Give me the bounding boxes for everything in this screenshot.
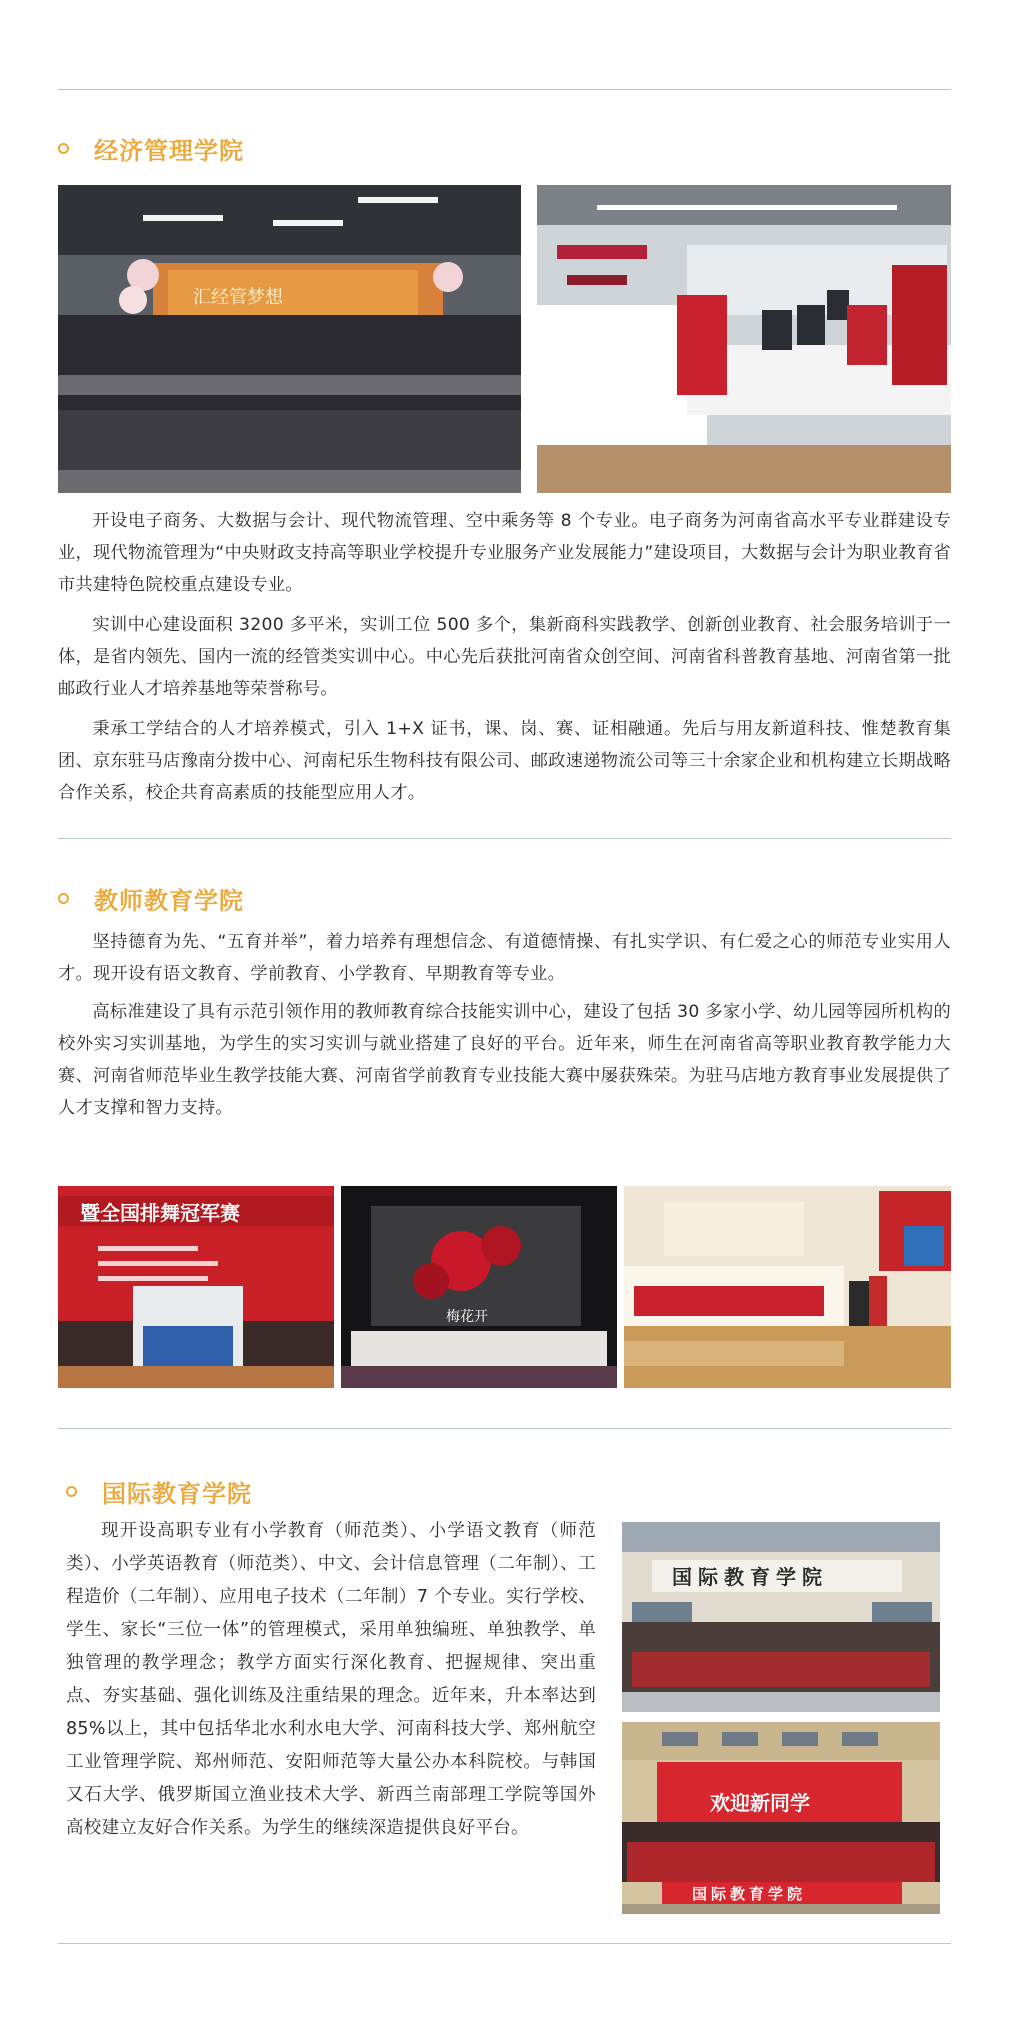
- photo-group-event: [58, 185, 521, 493]
- photo-dance-competition: [58, 1186, 334, 1388]
- divider: [58, 838, 951, 839]
- bullet-circle-icon: [58, 893, 69, 904]
- photo-choir-stage: [341, 1186, 617, 1388]
- section-title-teacher-education: 教师教育学院: [58, 881, 244, 916]
- bullet-circle-icon: [58, 143, 69, 154]
- photo-banner-caption: 国际教育学院: [692, 1885, 807, 1903]
- photo-welcome-group: [622, 1722, 940, 1914]
- section-paragraph: 开设电子商务、大数据与会计、现代物流管理、空中乘务等 8 个专业。电子商务为河南省高水平专业群建设专业，现代物流管理为“中央财政支持高等职业学校提升专业服务产业发展能力”建设项目，大数据与会计为职业教育省市共建特色院校重点建设专业。: [58, 511, 951, 595]
- section-paragraph: 坚持德育为先、“五育并举”，着力培养有理想信念、有道德情操、有扎实学识、有仁爱之心的师范专业实用人才。现开设有语文教育、学前教育、小学教育、早期教育等专业。: [58, 932, 951, 984]
- section-paragraph: 实训中心建设面积 3200 多平米，实训工位 500 多个，集新商科实践教学、创新创业教育、社会服务培训于一体，是省内领先、国内一流的经管类实训中心。中心先后获批河南省众创空间、河南省科普教育基地、河南省第一批邮政行业人才培养基地等荣誉称号。: [58, 615, 951, 699]
- building-sign-text: 国际教育学院: [672, 1565, 828, 1589]
- photo-classroom-activity: [624, 1186, 951, 1388]
- photo-computer-lab: [537, 185, 951, 493]
- divider: [58, 1943, 951, 1944]
- bullet-circle-icon: [66, 1486, 77, 1497]
- section-paragraph: 现开设高职专业有小学教育（师范类）、小学语文教育（师范类）、小学英语教育（师范类）、中文、会计信息管理（二年制）、工程造价（二年制）、应用电子技术（二年制）7 个专业。实行学校、学生、家长“三位一体”的管理模式，采用单独编班、单独教学、单独管理的教学理念；教学方面实行深化教育、把握规律、突出重点、夯实基础、强化训练及注重结果的理念。近年来，升本率达到 85%以上，其中包括华北水利水电大学、河南科技大学、郑州航空工业管理学院、郑州师范、安阳师范等大量公办本科院校。与韩国又石大学、俄罗斯国立渔业技术大学、新西兰南部理工学院等国外高校建立友好合作关系。为学生的继续深造提供良好平台。: [66, 1521, 596, 1838]
- photo-banner-caption: 梅花开: [446, 1309, 488, 1325]
- section-paragraph: 秉承工学结合的人才培养模式，引入 1+X 证书，课、岗、赛、证相融通。先后与用友新道科技、惟楚教育集团、京东驻马店豫南分拨中心、河南杞乐生物科技有限公司、邮政速递物流公司等三十余家企业和机构建立长期战略合作关系，校企共育高素质的技能型应用人才。: [58, 719, 951, 803]
- section-title-economics: 经济管理学院: [58, 131, 244, 166]
- photo-banner-caption: 欢迎新同学: [710, 1791, 810, 1815]
- photo-banner-caption: 汇经管梦想: [193, 287, 283, 308]
- photo-banner-caption: 暨全国排舞冠军赛: [80, 1201, 240, 1225]
- photo-building-group: [622, 1522, 940, 1712]
- section-title-international-education: 国际教育学院: [66, 1474, 252, 1509]
- section-paragraph: 高标准建设了具有示范引领作用的教师教育综合技能实训中心，建设了包括 30 多家小学、幼儿园等园所机构的校外实习实训基地，为学生的实习实训与就业搭建了良好的平台。近年来，师生在河南省高等职业教育教学能力大赛、河南省师范毕业生教学技能大赛、河南省学前教育专业技能大赛中屡获殊荣。为驻马店地方教育事业发展提供了人才支撑和智力支持。: [58, 1002, 951, 1118]
- divider: [58, 89, 951, 90]
- divider: [58, 1428, 951, 1429]
